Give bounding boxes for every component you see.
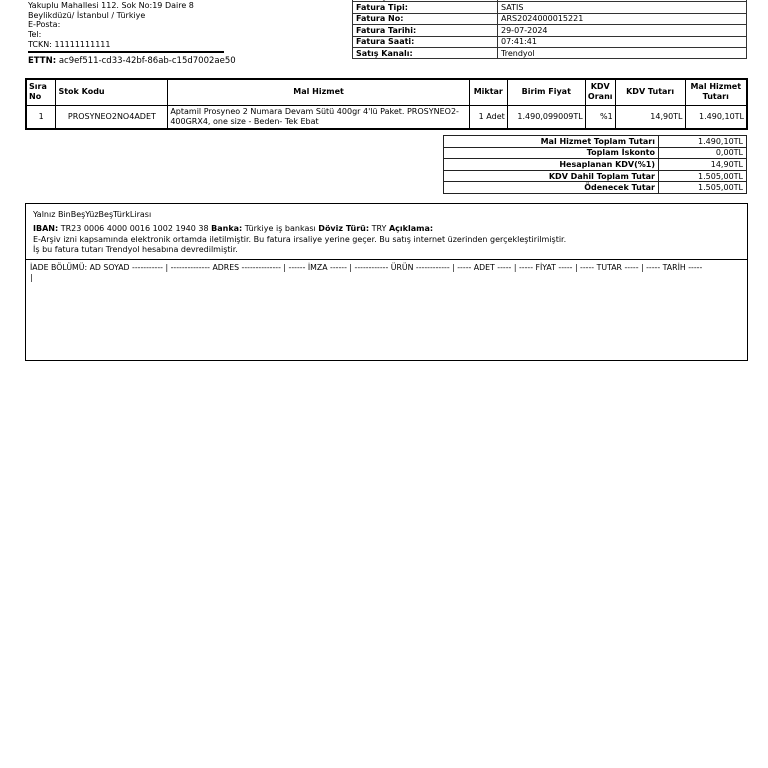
items-table (25, 78, 748, 130)
ettn-line (28, 56, 236, 66)
item-kdv-orani: %1 (585, 105, 615, 129)
ettn-value: ac9ef511-cd33-42bf-86ab-c15d7002ae50 (56, 56, 236, 66)
meta-label-fatura-saati: Fatura Saati: (353, 37, 498, 47)
currency-value: TRY (369, 224, 389, 233)
iade-continuation-line: | (30, 273, 33, 282)
total-value-kdv-dahil-toplam: 1.505,00TL (698, 171, 743, 181)
items-header-birim-fiyat: Birim Fiyat (507, 79, 585, 105)
item-birim-fiyat: 1.490,099009TL (507, 105, 585, 129)
seller-tckn-line: TCKN: 11111111111 (28, 39, 111, 49)
total-label-mal-hizmet-toplam: Mal Hizmet Toplam Tutarı (444, 136, 659, 147)
iban-value: TR23 0006 4000 0016 1002 1940 38 (58, 224, 212, 233)
total-value-hesaplanan-kdv: 14,90TL (710, 159, 743, 169)
seller-address-line-2: Beylikdüzü/ İstanbul / Türkiye (28, 10, 146, 20)
meta-value-senaryo (498, 0, 746, 1)
meta-value-fatura-tipi: SATIS (501, 3, 524, 13)
items-header-kdv-orani: KDV Oranı (585, 79, 615, 105)
total-value-mal-hizmet-toplam: 1.490,10TL (698, 136, 743, 146)
total-row-toplam-iskonto (443, 147, 747, 160)
footer-notes-box (25, 203, 748, 361)
invoice-meta-table (352, 0, 747, 59)
items-header-sira-no: Sıra No (26, 79, 56, 105)
item-sira-no: 1 (26, 105, 56, 129)
iade-header-line: İADE BÖLÜMÜ: AD SOYAD ----------- | -------------- ADRES -------------- | ------ İMZA ------ | ------------ ÜRÜN ------------ | ----- ADET ----- | ----- FİYAT ----- | ----- TUTAR ----- | ----- TARİH ----- (30, 263, 703, 272)
bank-info-line (33, 224, 741, 233)
table-row (26, 105, 747, 129)
seller-email-line: E-Posta: (28, 20, 61, 30)
amount-in-words: Yalnız BinBeşYüzBeşTürkLirası (33, 210, 152, 219)
bank-label: Banka: (211, 224, 243, 233)
total-label-toplam-iskonto: Toplam İskonto (444, 148, 659, 159)
seller-address-line-1: Yakuplu Mahallesi 112. Sok No:19 Daire 8 (28, 1, 194, 10)
meta-value-fatura-tarihi: 29-07-2024 (501, 25, 548, 35)
meta-row-fatura-no (352, 13, 747, 25)
total-row-hesaplanan-kdv (443, 158, 747, 171)
meta-label-fatura-tarihi: Fatura Tarihi: (353, 25, 498, 35)
totals-table (443, 136, 747, 194)
iade-section (30, 263, 743, 283)
item-kdv-tutari: 14,90TL (615, 105, 685, 129)
item-mal-hizmet-tutari: 1.490,10TL (685, 105, 747, 129)
meta-row-fatura-tarihi (352, 24, 747, 36)
items-header-mal-hizmet-tutari: Mal Hizmet Tutarı (685, 79, 747, 105)
total-label-kdv-dahil-toplam: KDV Dahil Toplam Tutar (444, 171, 659, 182)
meta-value-satis-kanali: Trendyol (501, 48, 535, 58)
total-row-mal-hizmet-toplam (443, 135, 747, 148)
currency-label: Döviz Türü: (318, 224, 370, 233)
bank-value: Türkiye iş bankası (242, 224, 319, 233)
total-value-toplam-iskonto: 0,00TL (715, 148, 743, 158)
iban-label: IBAN: (33, 224, 59, 233)
total-row-odenecek-tutar (443, 181, 747, 194)
items-header-mal-hizmet: Mal Hizmet (168, 79, 469, 105)
seller-tel-line: Tel: (28, 30, 42, 40)
meta-value-fatura-saati: 07:41:41 (501, 37, 537, 47)
ettn-divider-rule (28, 51, 224, 53)
meta-label-senaryo (353, 0, 498, 1)
iade-section-divider (26, 259, 747, 260)
meta-label-fatura-no: Fatura No: (353, 14, 498, 24)
items-header-stok-kodu: Stok Kodu (56, 79, 168, 105)
total-value-odenecek-tutar: 1.505,00TL (698, 183, 743, 193)
ettn-label: ETTN: (28, 56, 57, 66)
meta-label-fatura-tipi: Fatura Tipi: (353, 2, 498, 12)
note-line-2: İş bu fatura tutarı Trendyol hesabına devredilmiştir. (33, 245, 238, 254)
meta-row-fatura-tipi (352, 1, 747, 13)
item-stok-kodu: PROSYNEO2NO4ADET (56, 105, 168, 129)
items-header-row (26, 79, 747, 105)
meta-value-fatura-no: ARS2024000015221 (501, 14, 584, 24)
items-header-miktar: Miktar (469, 79, 507, 105)
item-miktar: 1 Adet (469, 105, 507, 129)
meta-label-satis-kanali: Satış Kanalı: (353, 48, 498, 58)
note-line-1: E-Arşiv izni kapsamında elektronik ortamda iletilmiştir. Bu fatura irsaliye yerine geçer. Bu satış internet üzerinden gerçekleştirilmiştir. (33, 235, 567, 244)
meta-row-fatura-saati (352, 36, 747, 48)
total-label-hesaplanan-kdv: Hesaplanan KDV(%1) (444, 159, 659, 170)
aciklama-label: Açıklama: (388, 224, 434, 233)
item-mal-hizmet: Aptamil Prosyneo 2 Numara Devam Sütü 400gr 4'lü Paket. PROSYNEO2-400GRX4, one size - Beden- Tek Ebat (168, 105, 469, 129)
seller-address-block (28, 1, 194, 50)
items-header-kdv-tutari: KDV Tutarı (615, 79, 685, 105)
total-label-odenecek-tutar: Ödenecek Tutar (444, 182, 659, 193)
meta-row-satis-kanali (352, 47, 747, 59)
total-row-kdv-dahil-toplam (443, 170, 747, 183)
